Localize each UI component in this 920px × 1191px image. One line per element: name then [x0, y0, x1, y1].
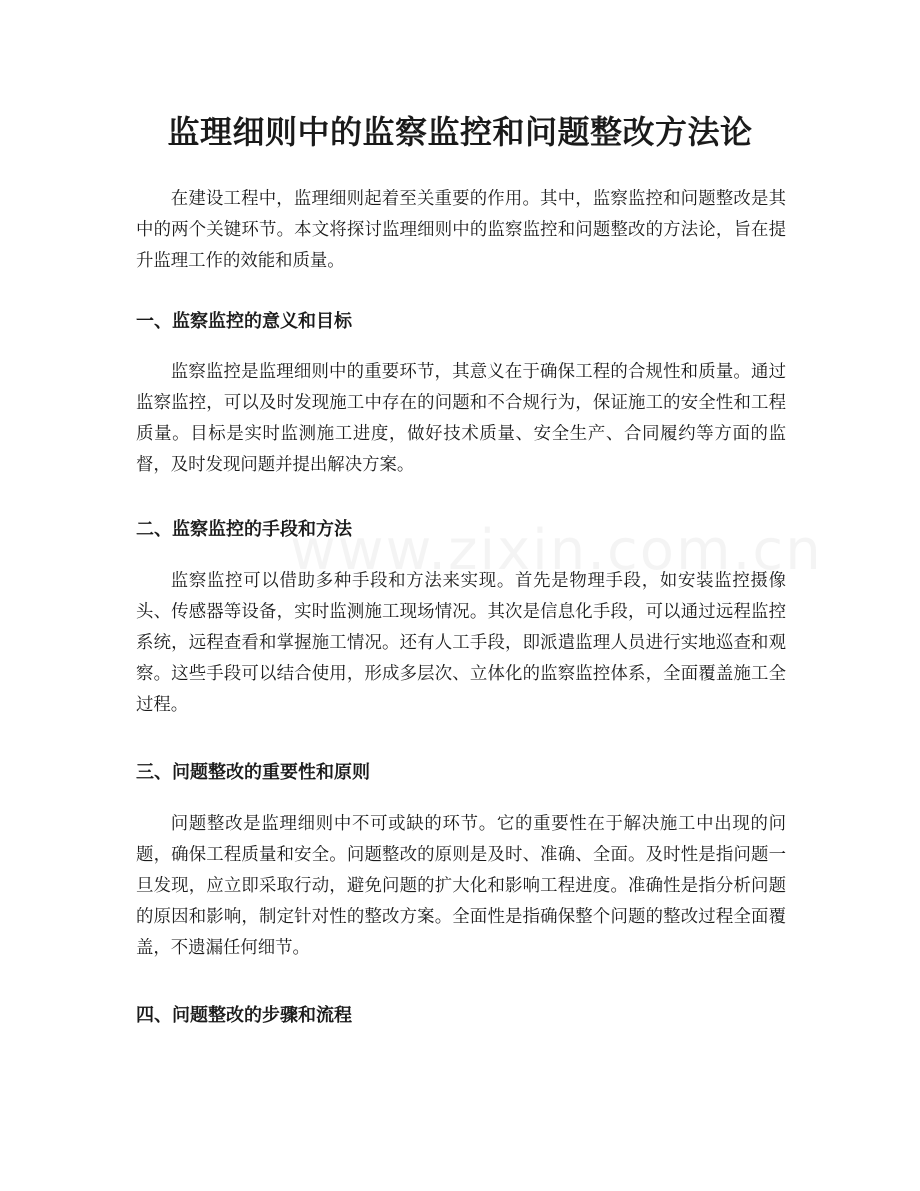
section-4-heading: 四、问题整改的步骤和流程: [136, 1005, 352, 1026]
document-title: 监理细则中的监察监控和问题整改方法论: [167, 113, 753, 151]
section-2-paragraph: 监察监控可以借助多种手段和方法来实现。首先是物理手段，如安装监控摄像头、传感器等设备，实时监测施工现场情况。其次是信息化手段，可以通过远程监控系统，远程查看和掌握施工情况。还有人工手段，即派遣监理人员进行实地巡查和观察。这些手段可以结合使用，形成多层次、立体化的监察监控体系，全面覆盖施工全过程。: [136, 571, 786, 715]
section-3-heading: 三、问题整改的重要性和原则: [136, 762, 370, 783]
section-2-heading: 二、监察监控的手段和方法: [136, 519, 352, 540]
section-1-paragraph: 监察监控是监理细则中的重要环节，其意义在于确保工程的合规性和质量。通过监察监控，可以及时发现施工中存在的问题和不合规行为，保证施工的安全性和工程质量。目标是实时监测施工进度，做好技术质量、安全生产、合同履约等方面的监督，及时发现问题并提出解决方案。: [136, 362, 786, 475]
section-3-paragraph: 问题整改是监理细则中不可或缺的环节。它的重要性在于解决施工中出现的问题，确保工程质量和安全。问题整改的原则是及时、准确、全面。及时性是指问题一旦发现，应立即采取行动，避免问题的扩大化和影响工程进度。准确性是指分析问题的原因和影响，制定针对性的整改方案。全面性是指确保整个问题的整改过程全面覆盖，不遗漏任何细节。: [136, 814, 786, 958]
intro-paragraph: 在建设工程中，监理细则起着至关重要的作用。其中，监察监控和问题整改是其中的两个关键环节。本文将探讨监理细则中的监察监控和问题整改的方法论，旨在提升监理工作的效能和质量。: [136, 189, 786, 271]
section-1-heading: 一、监察监控的意义和目标: [136, 311, 352, 332]
